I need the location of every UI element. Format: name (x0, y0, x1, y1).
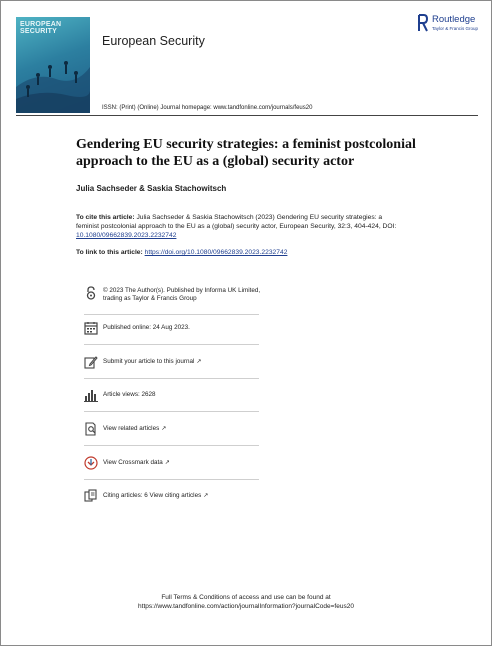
article-url-link[interactable]: https://doi.org/10.1080/09662839.2023.2232742 (144, 249, 288, 256)
journal-name: European Security (102, 34, 205, 48)
publisher-name: Routledge (432, 14, 476, 25)
publisher-logo (417, 13, 487, 37)
link-label: To link to this article: (76, 249, 143, 256)
issn-homepage-line: ISSN: (Print) (Online) Journal homepage: www.tandfonline.com/journals/feus20 (102, 105, 313, 111)
published-text: Published online: 24 Aug 2023. (103, 324, 190, 331)
cover-title-line2: SECURITY (20, 28, 57, 35)
open-access-icon (84, 286, 98, 300)
article-authors: Julia Sachseder & Saskia Stachowitsch (76, 184, 227, 193)
bar-chart-icon (84, 388, 98, 402)
external-link-icon: ↗ (196, 359, 202, 365)
submit-link[interactable] (103, 358, 263, 366)
related-text: View related articles (103, 425, 160, 432)
crossmark-icon (84, 456, 98, 470)
pencil-icon (84, 355, 98, 369)
views-text: Article views: 2628 (103, 391, 156, 398)
row-divider (84, 314, 259, 315)
article-title (76, 136, 436, 170)
journal-cover-thumbnail[interactable] (16, 17, 90, 113)
citing-text: Citing articles: 6 View citing articles (103, 492, 202, 499)
related-link[interactable] (103, 425, 263, 433)
footer-terms-link[interactable]: https://www.tandfonline.com/action/journalInformation?journalCode=feus20 (138, 603, 354, 610)
publisher-subtitle: Taylor & Francis Group (432, 26, 479, 31)
row-divider (84, 378, 259, 379)
crossmark-text: View Crossmark data (103, 459, 163, 466)
related-search-icon (84, 422, 98, 436)
citation-block (76, 213, 406, 240)
row-divider (84, 445, 259, 446)
header-divider (16, 115, 478, 116)
crossmark-link[interactable] (103, 459, 263, 467)
calendar-icon (84, 321, 98, 335)
terms-footer (1, 593, 491, 611)
cover-title-line1: EUROPEAN (20, 21, 62, 28)
routledge-r-icon (417, 13, 429, 33)
row-divider (84, 344, 259, 345)
external-link-icon: ↗ (203, 493, 209, 499)
cite-label: To cite this article: (76, 214, 135, 221)
doi-link[interactable]: 10.1080/09662839.2023.2232742 (76, 232, 177, 239)
open-access-text: © 2023 The Author(s). Published by Informa UK Limited, trading as Taylor & Francis Group (103, 287, 261, 302)
article-title-line1: Gendering EU security strategies: a feminist postcolonial (76, 137, 416, 152)
footer-line1: Full Terms & Conditions of access and use can be found at (161, 594, 331, 601)
cite-text: Julia Sachseder & Saskia Stachowitsch (2023) Gendering EU security strategies: a feminist postcolonial approach to the EU as a (global) security actor, European Security, 32:3, 404-424, DOI: (76, 214, 397, 230)
citing-link[interactable] (103, 492, 263, 500)
row-divider (84, 411, 259, 412)
article-title-line2: approach to the EU as a (global) security actor (76, 154, 355, 169)
row-divider (84, 479, 259, 480)
external-link-icon: ↗ (164, 460, 170, 466)
cover-title (20, 21, 61, 35)
external-link-icon: ↗ (161, 426, 167, 432)
citing-articles-icon (84, 489, 98, 503)
submit-text: Submit your article to this journal (103, 358, 195, 365)
article-link-line (76, 249, 287, 256)
